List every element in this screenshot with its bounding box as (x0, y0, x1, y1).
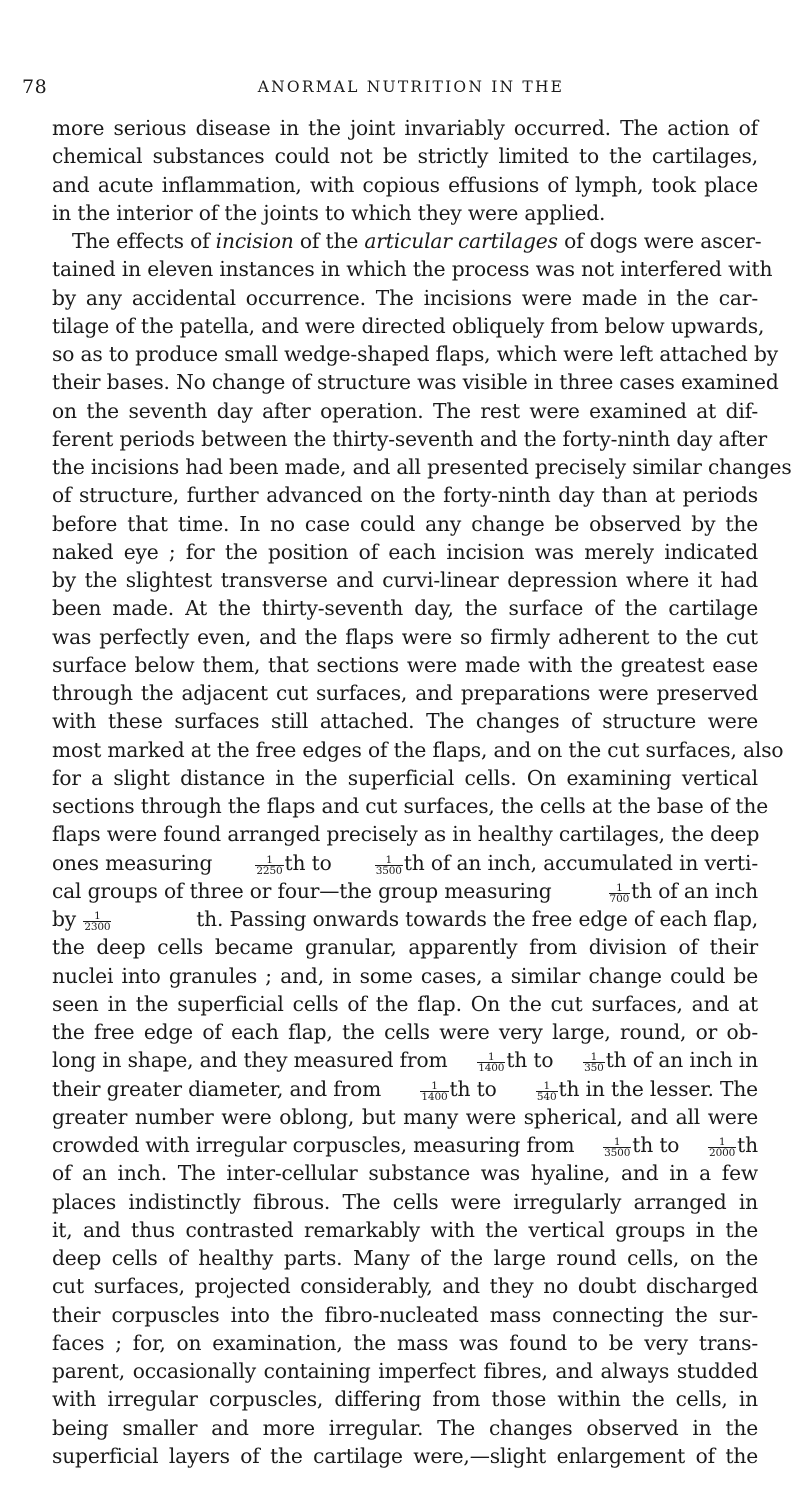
italic-term-incision: incision (215, 229, 294, 253)
text-line-with-fractions (52, 905, 758, 933)
fraction-denominator: 1400 (478, 1062, 505, 1075)
text-line: surface below them, that sections were made with the greatest ease (52, 652, 758, 677)
fraction-group (602, 1131, 679, 1159)
fraction-numerator: 1 (477, 1052, 505, 1063)
text-run: th to (449, 1076, 497, 1101)
fraction (477, 1052, 505, 1073)
text-line: through the adjacent cut surfaces, and preparations were preserved (52, 681, 758, 705)
text-line: more serious disease in the joint invariably occurred. The action of (52, 116, 758, 140)
fraction (536, 1081, 558, 1102)
fraction-numerator: 1 (708, 1137, 736, 1148)
text-line: so as to produce small wedge-shaped flaps, which were left attached by (52, 342, 778, 366)
fraction-denominator: 350 (584, 1062, 604, 1075)
text-line: sections through the flaps and cut surfaces, the cells at the base of the (52, 794, 768, 818)
text-line: chemical substances could not be strictly limited to the cartilages, (52, 144, 758, 169)
text-line: naked eye ; for the position of each incision was merely indicated (52, 539, 758, 564)
fraction-numerator: 1 (375, 855, 403, 866)
text-run: th to (284, 850, 332, 875)
page-number: 78 (22, 76, 48, 98)
text-line-with-fractions (52, 1131, 758, 1159)
fraction-numerator: 1 (583, 1052, 605, 1063)
text-line: parent, occasionally containing imperfect fibres, and always studded (52, 1359, 758, 1383)
fraction-group (608, 877, 758, 905)
fraction-group (535, 1075, 758, 1103)
text-run: The effects of (72, 229, 216, 253)
text-line: tilage of the patella, and were directed obliquely from below upwards, (52, 313, 765, 338)
text-run: crowded with irregular corpuscles, measuring from (52, 1133, 575, 1157)
text-line-with-fractions (52, 877, 758, 905)
text-run: th (737, 1133, 758, 1157)
text-line (52, 227, 762, 255)
fraction (583, 1052, 605, 1073)
fraction (708, 1137, 736, 1158)
text-line: been made. At the thirty-seventh day, the surface of the cartilage (52, 596, 758, 621)
text-line: the free edge of each flap, the cells were very large, round, or ob- (52, 1020, 758, 1044)
fraction-denominator: 2250 (256, 864, 283, 877)
text-line: greater number were oblong, but many were spherical, and all were (52, 1104, 758, 1129)
text-line: superficial layers of the cartilage were,—slight enlargement of the (52, 1443, 758, 1468)
fraction-group (707, 1131, 758, 1159)
text-line: the incisions had been made, and all presented precisely similar changes (52, 455, 792, 479)
text-line: in the interior of the joints to which they were applied. (52, 200, 606, 225)
text-run: long in shape, and they measured from (52, 1048, 448, 1073)
fraction-numerator: 1 (420, 1081, 448, 1092)
text-run: of dogs were ascer- (557, 229, 762, 253)
text-line: and acute inflammation, with copious effusions of lymph, took place (52, 172, 758, 197)
italic-term-articular-cartilages: articular cartilages (364, 229, 558, 253)
text-line: seen in the superficial cells of the flap. On the cut surfaces, and at (52, 991, 758, 1016)
fraction (255, 855, 283, 876)
fraction (420, 1081, 448, 1102)
fraction-denominator: 700 (609, 892, 630, 905)
text-line: before that time. In no case could any change be observed by the (52, 511, 758, 536)
fraction-denominator: 3500 (604, 1147, 631, 1159)
text-line: deep cells of healthy parts. Many of the large round cells, on the (52, 1246, 758, 1270)
text-run: th of an inch (631, 878, 758, 903)
running-head (22, 76, 760, 100)
fraction-denominator: 2000 (709, 1147, 736, 1159)
text-line: their corpuscles into the fibro-nucleated mass connecting the sur- (52, 1302, 758, 1327)
text-line-with-fractions (52, 849, 758, 877)
fraction (375, 855, 403, 876)
text-line: places indistinctly fibrous. The cells were irregularly arranged in (52, 1189, 758, 1214)
text-line: flaps were found arranged precisely as in healthy cartilages, the deep (52, 822, 760, 847)
text-line: of structure, further advanced on the forty-ninth day than at periods (52, 483, 758, 508)
fraction-denominator: 540 (536, 1090, 557, 1103)
text-line: for a slight distance in the superficial cells. On examining vertical (52, 765, 758, 790)
text-run: by (52, 907, 77, 931)
text-line-with-fractions (52, 1046, 758, 1074)
text-line: with irregular corpuscles, differing from those within the cells, in (52, 1387, 758, 1412)
text-run: th of an inch in (605, 1048, 758, 1073)
fraction-numerator: 1 (536, 1081, 558, 1092)
fraction-numerator: 1 (255, 855, 283, 866)
fraction-group (52, 905, 112, 933)
fraction-numerator: 1 (83, 911, 111, 922)
body-text (52, 114, 792, 1498)
text-line: most marked at the free edges of the flaps, and on the cut surfaces, also (52, 737, 784, 762)
text-line: ferent periods between the thirty-seventh and the forty-ninth day after (52, 426, 767, 451)
text-line: tained in eleven instances in which the process was not interfered with (52, 257, 773, 282)
text-line: the deep cells became granular, apparently from division of their (52, 935, 758, 960)
text-run: cal groups of three or four—the group measuring (52, 878, 552, 903)
text-run: th of an inch, accumulated in verti- (403, 850, 758, 875)
text-line: by any accidental occurrence. The incisions were made in the car- (52, 285, 758, 310)
text-line (52, 1470, 758, 1498)
text-line: of an inch. The inter-cellular substance was hyaline, and in a few (52, 1161, 758, 1186)
fraction (603, 1137, 631, 1158)
text-line: nuclei into granules ; and, in some cases, a similar change could be (52, 963, 758, 988)
text-line: being smaller and more irregular. The changes observed in the (52, 1415, 758, 1440)
fraction-denominator: 2300 (84, 921, 111, 933)
text-run: th to (506, 1048, 554, 1073)
fraction-group (419, 1075, 496, 1103)
fraction (83, 911, 111, 932)
fraction-group (476, 1046, 553, 1074)
fraction-group (582, 1046, 758, 1074)
text-line: was perfectly even, and the flaps were so firmly adherent to the cut (52, 624, 758, 649)
fraction-denominator: 1400 (421, 1090, 448, 1103)
fraction-numerator: 1 (609, 883, 631, 894)
text-line: by the slightest transverse and curvi-linear depression where it had (52, 568, 758, 592)
text-line: cut surfaces, projected considerably, and they no doubt discharged (52, 1274, 758, 1299)
fraction (609, 883, 631, 904)
running-title: ANORMAL NUTRITION IN THE (257, 78, 565, 96)
text-run: ones measuring (52, 850, 213, 875)
text-line: their bases. No change of structure was visible in three cases examined (52, 370, 779, 395)
text-line: faces ; for, on examination, the mass was found to be very trans- (52, 1330, 758, 1355)
text-line-with-fractions (52, 1075, 758, 1103)
text-run: th to (632, 1133, 680, 1157)
fraction-group (374, 849, 758, 877)
text-run: of the (293, 229, 365, 253)
text-line: it, and thus contrasted remarkably with the vertical groups in the (52, 1217, 758, 1242)
text-line: on the seventh day after operation. The rest were examined at dif- (52, 398, 758, 423)
fraction-numerator: 1 (603, 1137, 631, 1148)
text-run: their greater diameter, and from (52, 1076, 382, 1101)
text-run: th. Passing onwards towards the free edge of each flap, (196, 907, 758, 931)
fraction-group (254, 849, 331, 877)
text-line: with these surfaces still attached. The changes of structure were (52, 709, 758, 734)
text-run: th in the lesser. The (558, 1076, 758, 1101)
fraction-denominator: 3500 (375, 864, 402, 877)
